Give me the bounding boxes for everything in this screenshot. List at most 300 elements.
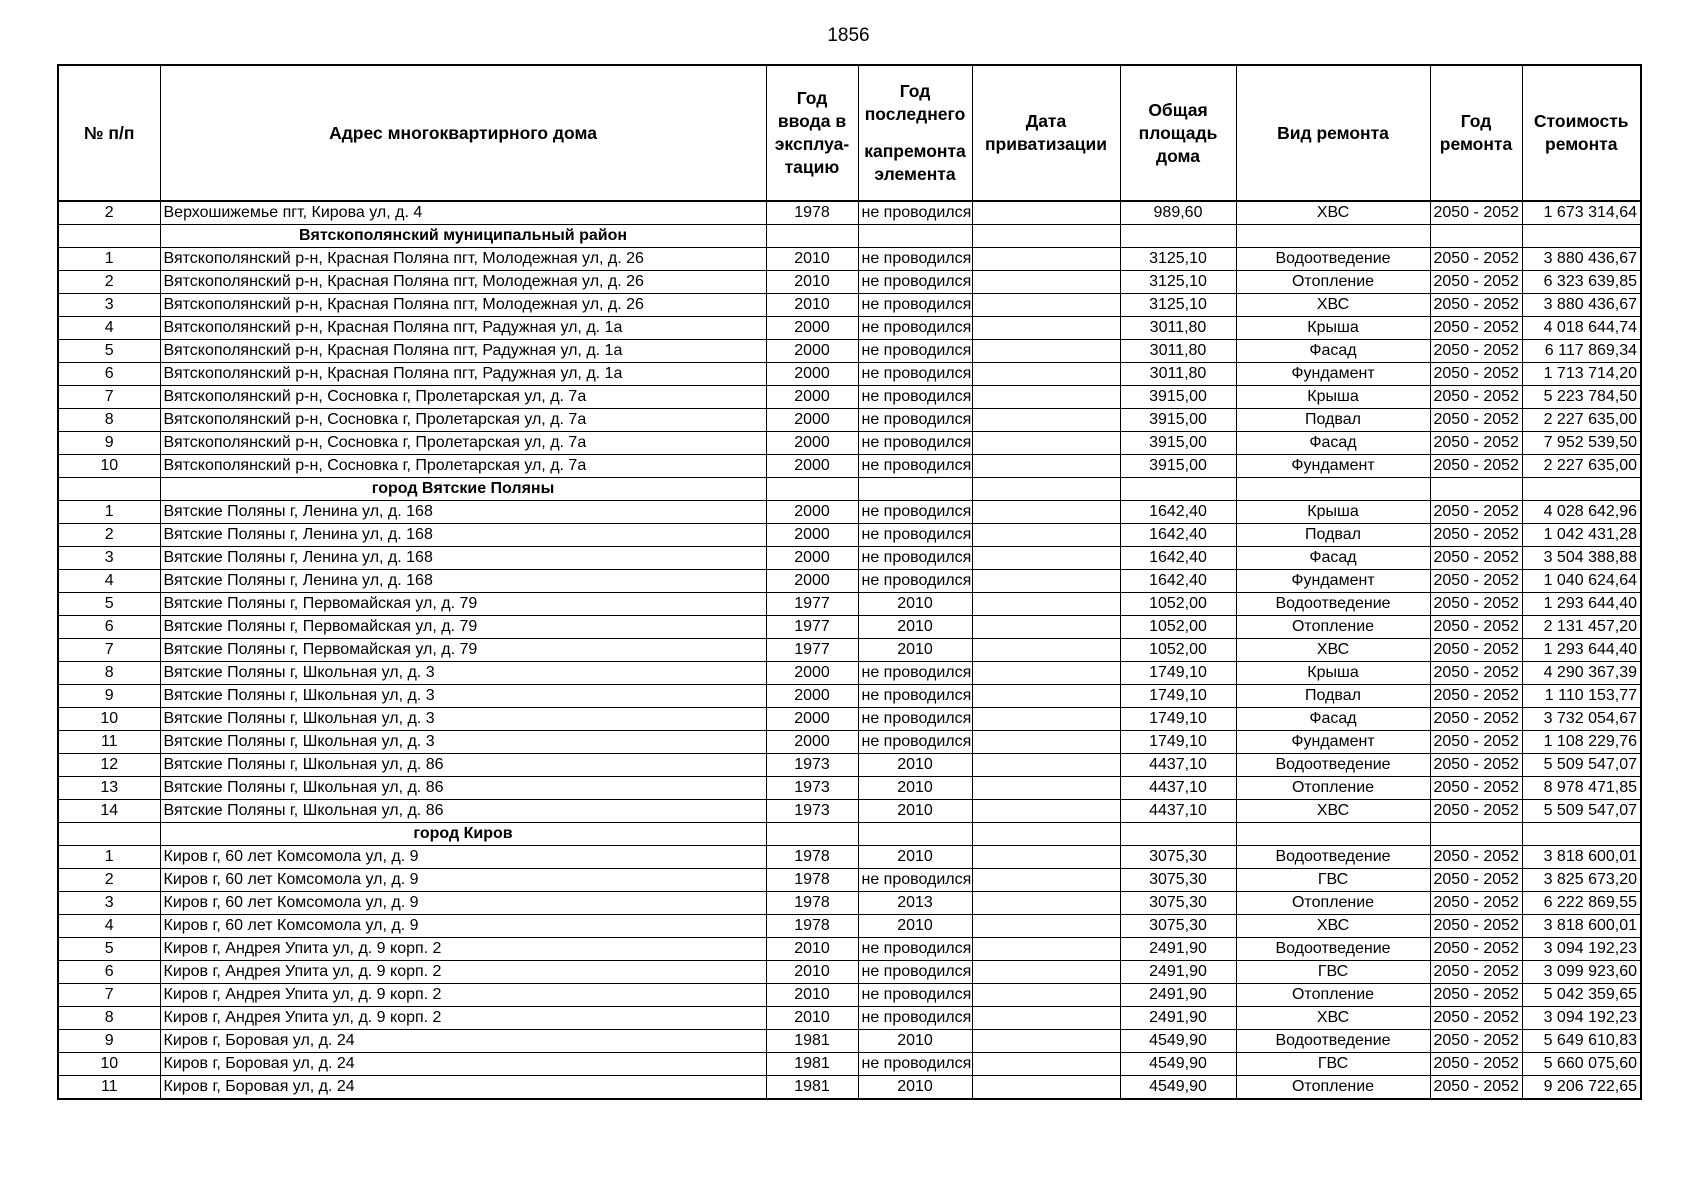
row-repair-type: Отопление xyxy=(1236,777,1430,800)
section-empty-num xyxy=(58,478,160,501)
row-privatization xyxy=(972,1007,1120,1030)
table-row xyxy=(58,294,1641,317)
row-last-repair: не проводился xyxy=(858,961,972,984)
row-area: 3075,30 xyxy=(1120,892,1236,915)
row-address: Вятскополянский р-н, Красная Поляна пгт, Молодежная ул, д. 26 xyxy=(160,248,766,271)
row-year-built: 1981 xyxy=(766,1053,858,1076)
row-cost: 3 504 388,88 xyxy=(1522,547,1641,570)
row-address: Киров г, Андрея Упита ул, д. 9 корп. 2 xyxy=(160,1007,766,1030)
row-repair-type: Водоотведение xyxy=(1236,754,1430,777)
table-row xyxy=(58,340,1641,363)
row-privatization xyxy=(972,1076,1120,1100)
table-row xyxy=(58,869,1641,892)
row-year-built: 2000 xyxy=(766,708,858,731)
row-address: Вятскополянский р-н, Сосновка г, Пролетарская ул, д. 7а xyxy=(160,386,766,409)
row-year-built: 2010 xyxy=(766,248,858,271)
section-empty xyxy=(1522,823,1641,846)
row-privatization xyxy=(972,201,1120,225)
row-repair-type: ГВС xyxy=(1236,961,1430,984)
row-cost: 5 223 784,50 xyxy=(1522,386,1641,409)
table-row xyxy=(58,777,1641,800)
row-address: Киров г, Андрея Упита ул, д. 9 корп. 2 xyxy=(160,938,766,961)
row-area: 4549,90 xyxy=(1120,1030,1236,1053)
row-last-repair: 2013 xyxy=(858,892,972,915)
row-year-built: 2000 xyxy=(766,432,858,455)
row-address: Киров г, Андрея Упита ул, д. 9 корп. 2 xyxy=(160,961,766,984)
row-year-built: 2000 xyxy=(766,570,858,593)
row-num: 4 xyxy=(58,915,160,938)
row-year-built: 1978 xyxy=(766,892,858,915)
row-area: 2491,90 xyxy=(1120,984,1236,1007)
section-empty xyxy=(972,478,1120,501)
row-repair-type: Фасад xyxy=(1236,547,1430,570)
table-row xyxy=(58,1007,1641,1030)
row-last-repair: 2010 xyxy=(858,616,972,639)
row-area: 3125,10 xyxy=(1120,294,1236,317)
row-year-built: 2010 xyxy=(766,938,858,961)
header-num: № п/п xyxy=(58,65,160,201)
row-last-repair: не проводился xyxy=(858,570,972,593)
row-repair-year: 2050 - 2052 xyxy=(1430,1076,1522,1100)
row-cost: 3 818 600,01 xyxy=(1522,846,1641,869)
row-area: 1749,10 xyxy=(1120,731,1236,754)
row-repair-year: 2050 - 2052 xyxy=(1430,570,1522,593)
row-privatization xyxy=(972,800,1120,823)
row-area: 1642,40 xyxy=(1120,501,1236,524)
table-row xyxy=(58,271,1641,294)
row-repair-type: Фасад xyxy=(1236,708,1430,731)
row-last-repair: не проводился xyxy=(858,1053,972,1076)
row-repair-type: Крыша xyxy=(1236,662,1430,685)
section-empty xyxy=(766,823,858,846)
row-repair-year: 2050 - 2052 xyxy=(1430,892,1522,915)
row-privatization xyxy=(972,915,1120,938)
table-row xyxy=(58,685,1641,708)
section-empty xyxy=(972,823,1120,846)
row-repair-year: 2050 - 2052 xyxy=(1430,432,1522,455)
row-repair-type: Водоотведение xyxy=(1236,846,1430,869)
row-area: 1642,40 xyxy=(1120,570,1236,593)
row-cost: 6 222 869,55 xyxy=(1522,892,1641,915)
row-area: 4549,90 xyxy=(1120,1053,1236,1076)
row-area: 2491,90 xyxy=(1120,961,1236,984)
row-address: Киров г, Боровая ул, д. 24 xyxy=(160,1076,766,1100)
header-cost: Стоимость ремонта xyxy=(1522,65,1641,201)
row-cost: 4 290 367,39 xyxy=(1522,662,1641,685)
row-repair-year: 2050 - 2052 xyxy=(1430,938,1522,961)
section-empty-num xyxy=(58,225,160,248)
row-address: Вятскополянский р-н, Сосновка г, Пролетарская ул, д. 7а xyxy=(160,409,766,432)
row-address: Вятскополянский р-н, Красная Поляна пгт, Молодежная ул, д. 26 xyxy=(160,271,766,294)
row-repair-type: ГВС xyxy=(1236,1053,1430,1076)
row-last-repair: 2010 xyxy=(858,754,972,777)
table-row xyxy=(58,524,1641,547)
row-num: 13 xyxy=(58,777,160,800)
row-repair-type: Водоотведение xyxy=(1236,593,1430,616)
row-address: Вятские Поляны г, Школьная ул, д. 3 xyxy=(160,731,766,754)
row-year-built: 2000 xyxy=(766,731,858,754)
row-cost: 1 042 431,28 xyxy=(1522,524,1641,547)
table-row xyxy=(58,1076,1641,1100)
row-num: 10 xyxy=(58,455,160,478)
section-empty xyxy=(1120,225,1236,248)
row-privatization xyxy=(972,777,1120,800)
row-last-repair: 2010 xyxy=(858,1076,972,1100)
row-cost: 3 094 192,23 xyxy=(1522,1007,1641,1030)
row-repair-year: 2050 - 2052 xyxy=(1430,524,1522,547)
row-privatization xyxy=(972,570,1120,593)
table-row xyxy=(58,201,1641,225)
row-num: 3 xyxy=(58,547,160,570)
section-empty xyxy=(1236,823,1430,846)
row-year-built: 2000 xyxy=(766,363,858,386)
row-num: 5 xyxy=(58,593,160,616)
row-repair-year: 2050 - 2052 xyxy=(1430,616,1522,639)
row-num: 8 xyxy=(58,662,160,685)
row-last-repair: не проводился xyxy=(858,271,972,294)
section-title: Вятскополянский муниципальный район xyxy=(160,225,766,248)
row-num: 3 xyxy=(58,294,160,317)
row-num: 10 xyxy=(58,708,160,731)
row-year-built: 2000 xyxy=(766,547,858,570)
row-last-repair: не проводился xyxy=(858,248,972,271)
row-address: Киров г, 60 лет Комсомола ул, д. 9 xyxy=(160,915,766,938)
section-empty xyxy=(1430,225,1522,248)
row-last-repair: не проводился xyxy=(858,317,972,340)
row-cost: 3 880 436,67 xyxy=(1522,248,1641,271)
header-address: Адрес многоквартирного дома xyxy=(160,65,766,201)
row-repair-year: 2050 - 2052 xyxy=(1430,201,1522,225)
row-cost: 2 227 635,00 xyxy=(1522,409,1641,432)
row-area: 3915,00 xyxy=(1120,409,1236,432)
section-empty xyxy=(766,478,858,501)
row-num: 1 xyxy=(58,501,160,524)
row-cost: 1 713 714,20 xyxy=(1522,363,1641,386)
row-last-repair: не проводился xyxy=(858,662,972,685)
row-last-repair: не проводился xyxy=(858,201,972,225)
row-last-repair: не проводился xyxy=(858,432,972,455)
row-repair-year: 2050 - 2052 xyxy=(1430,639,1522,662)
row-last-repair: не проводился xyxy=(858,1007,972,1030)
row-cost: 5 660 075,60 xyxy=(1522,1053,1641,1076)
section-empty xyxy=(1120,478,1236,501)
repair-table xyxy=(57,64,1642,1100)
row-area: 3075,30 xyxy=(1120,846,1236,869)
row-address: Вятскополянский р-н, Красная Поляна пгт, Молодежная ул, д. 26 xyxy=(160,294,766,317)
row-area: 1749,10 xyxy=(1120,685,1236,708)
section-empty xyxy=(1430,823,1522,846)
row-repair-type: Подвал xyxy=(1236,685,1430,708)
section-row xyxy=(58,823,1641,846)
row-address: Вятские Поляны г, Школьная ул, д. 3 xyxy=(160,708,766,731)
row-last-repair: не проводился xyxy=(858,547,972,570)
row-cost: 1 040 624,64 xyxy=(1522,570,1641,593)
row-num: 14 xyxy=(58,800,160,823)
row-repair-type: ХВС xyxy=(1236,1007,1430,1030)
table-row xyxy=(58,248,1641,271)
row-last-repair: не проводился xyxy=(858,869,972,892)
row-year-built: 2000 xyxy=(766,386,858,409)
row-cost: 6 323 639,85 xyxy=(1522,271,1641,294)
table-row xyxy=(58,662,1641,685)
row-cost: 3 732 054,67 xyxy=(1522,708,1641,731)
row-privatization xyxy=(972,662,1120,685)
row-area: 3011,80 xyxy=(1120,317,1236,340)
section-empty xyxy=(1522,478,1641,501)
header-last-repair xyxy=(858,65,972,201)
row-privatization xyxy=(972,1030,1120,1053)
row-year-built: 1973 xyxy=(766,754,858,777)
row-address: Киров г, Андрея Упита ул, д. 9 корп. 2 xyxy=(160,984,766,1007)
header-repair-type: Вид ремонта xyxy=(1236,65,1430,201)
row-num: 6 xyxy=(58,616,160,639)
row-last-repair: 2010 xyxy=(858,915,972,938)
row-repair-year: 2050 - 2052 xyxy=(1430,984,1522,1007)
row-area: 989,60 xyxy=(1120,201,1236,225)
row-cost: 4 018 644,74 xyxy=(1522,317,1641,340)
row-cost: 1 110 153,77 xyxy=(1522,685,1641,708)
table-row xyxy=(58,570,1641,593)
row-cost: 3 825 673,20 xyxy=(1522,869,1641,892)
row-repair-year: 2050 - 2052 xyxy=(1430,294,1522,317)
row-last-repair: не проводился xyxy=(858,708,972,731)
row-privatization xyxy=(972,501,1120,524)
row-num: 2 xyxy=(58,201,160,225)
header-last-repair-line1: Год последнего xyxy=(864,81,966,124)
row-repair-year: 2050 - 2052 xyxy=(1430,961,1522,984)
row-repair-type: Подвал xyxy=(1236,524,1430,547)
row-cost: 5 509 547,07 xyxy=(1522,754,1641,777)
row-address: Вятские Поляны г, Школьная ул, д. 86 xyxy=(160,777,766,800)
row-cost: 1 293 644,40 xyxy=(1522,639,1641,662)
section-empty xyxy=(1430,478,1522,501)
row-repair-type: Фундамент xyxy=(1236,731,1430,754)
row-num: 9 xyxy=(58,432,160,455)
row-last-repair: 2010 xyxy=(858,777,972,800)
row-repair-year: 2050 - 2052 xyxy=(1430,685,1522,708)
row-address: Киров г, 60 лет Комсомола ул, д. 9 xyxy=(160,892,766,915)
row-last-repair: 2010 xyxy=(858,846,972,869)
row-num: 9 xyxy=(58,1030,160,1053)
row-privatization xyxy=(972,524,1120,547)
table-row xyxy=(58,754,1641,777)
row-privatization xyxy=(972,1053,1120,1076)
row-num: 5 xyxy=(58,938,160,961)
header-repair-year: Год ремонта xyxy=(1430,65,1522,201)
row-area: 1052,00 xyxy=(1120,593,1236,616)
table-row xyxy=(58,1030,1641,1053)
row-area: 3915,00 xyxy=(1120,432,1236,455)
row-num: 7 xyxy=(58,639,160,662)
row-repair-year: 2050 - 2052 xyxy=(1430,869,1522,892)
row-cost: 5 509 547,07 xyxy=(1522,800,1641,823)
row-area: 2491,90 xyxy=(1120,1007,1236,1030)
row-repair-year: 2050 - 2052 xyxy=(1430,1007,1522,1030)
table-row xyxy=(58,846,1641,869)
row-area: 3011,80 xyxy=(1120,340,1236,363)
table-row xyxy=(58,616,1641,639)
row-privatization xyxy=(972,984,1120,1007)
row-privatization xyxy=(972,432,1120,455)
row-area: 3125,10 xyxy=(1120,248,1236,271)
row-repair-year: 2050 - 2052 xyxy=(1430,1053,1522,1076)
row-repair-type: ХВС xyxy=(1236,915,1430,938)
row-area: 1642,40 xyxy=(1120,524,1236,547)
row-num: 5 xyxy=(58,340,160,363)
row-last-repair: не проводился xyxy=(858,294,972,317)
row-cost: 1 293 644,40 xyxy=(1522,593,1641,616)
row-area: 3075,30 xyxy=(1120,915,1236,938)
row-num: 3 xyxy=(58,892,160,915)
row-privatization xyxy=(972,386,1120,409)
row-address: Киров г, Боровая ул, д. 24 xyxy=(160,1030,766,1053)
row-privatization xyxy=(972,616,1120,639)
table-row xyxy=(58,432,1641,455)
row-year-built: 2010 xyxy=(766,984,858,1007)
row-num: 7 xyxy=(58,386,160,409)
table-row xyxy=(58,501,1641,524)
row-address: Вятские Поляны г, Школьная ул, д. 3 xyxy=(160,685,766,708)
table-row xyxy=(58,409,1641,432)
row-year-built: 1978 xyxy=(766,915,858,938)
table-row xyxy=(58,1053,1641,1076)
table-row xyxy=(58,639,1641,662)
row-num: 2 xyxy=(58,869,160,892)
row-address: Вятскополянский р-н, Сосновка г, Пролетарская ул, д. 7а xyxy=(160,432,766,455)
row-year-built: 1977 xyxy=(766,593,858,616)
row-area: 3915,00 xyxy=(1120,455,1236,478)
row-cost: 2 227 635,00 xyxy=(1522,455,1641,478)
row-last-repair: не проводился xyxy=(858,524,972,547)
section-row xyxy=(58,225,1641,248)
table-row xyxy=(58,915,1641,938)
row-year-built: 1973 xyxy=(766,777,858,800)
table-row xyxy=(58,731,1641,754)
row-year-built: 1973 xyxy=(766,800,858,823)
row-num: 11 xyxy=(58,731,160,754)
section-empty xyxy=(766,225,858,248)
header-last-repair-line2: капремонта элемента xyxy=(864,141,966,184)
row-last-repair: не проводился xyxy=(858,340,972,363)
row-area: 1052,00 xyxy=(1120,639,1236,662)
row-repair-year: 2050 - 2052 xyxy=(1430,501,1522,524)
row-privatization xyxy=(972,938,1120,961)
row-repair-type: ГВС xyxy=(1236,869,1430,892)
row-privatization xyxy=(972,593,1120,616)
row-repair-type: Отопление xyxy=(1236,271,1430,294)
row-privatization xyxy=(972,317,1120,340)
row-cost: 3 099 923,60 xyxy=(1522,961,1641,984)
row-last-repair: 2010 xyxy=(858,800,972,823)
row-cost: 5 042 359,65 xyxy=(1522,984,1641,1007)
row-num: 2 xyxy=(58,271,160,294)
row-area: 3915,00 xyxy=(1120,386,1236,409)
row-address: Вятские Поляны г, Школьная ул, д. 86 xyxy=(160,754,766,777)
row-repair-year: 2050 - 2052 xyxy=(1430,271,1522,294)
row-area: 3011,80 xyxy=(1120,363,1236,386)
row-privatization xyxy=(972,892,1120,915)
row-last-repair: не проводился xyxy=(858,984,972,1007)
row-repair-type: Фундамент xyxy=(1236,455,1430,478)
row-repair-type: ХВС xyxy=(1236,201,1430,225)
row-privatization xyxy=(972,639,1120,662)
row-cost: 2 131 457,20 xyxy=(1522,616,1641,639)
row-address: Вятскополянский р-н, Сосновка г, Пролетарская ул, д. 7а xyxy=(160,455,766,478)
table-row xyxy=(58,593,1641,616)
table-row xyxy=(58,892,1641,915)
row-repair-year: 2050 - 2052 xyxy=(1430,754,1522,777)
row-address: Вятские Поляны г, Ленина ул, д. 168 xyxy=(160,524,766,547)
row-address: Вятскополянский р-н, Красная Поляна пгт, Радужная ул, д. 1а xyxy=(160,363,766,386)
row-repair-type: Отопление xyxy=(1236,616,1430,639)
row-area: 4437,10 xyxy=(1120,754,1236,777)
row-privatization xyxy=(972,547,1120,570)
row-num: 2 xyxy=(58,524,160,547)
row-address: Вятские Поляны г, Ленина ул, д. 168 xyxy=(160,547,766,570)
table-header xyxy=(58,65,1641,201)
row-privatization xyxy=(972,340,1120,363)
row-num: 8 xyxy=(58,1007,160,1030)
row-privatization xyxy=(972,363,1120,386)
table-row xyxy=(58,363,1641,386)
row-repair-year: 2050 - 2052 xyxy=(1430,731,1522,754)
row-cost: 4 028 642,96 xyxy=(1522,501,1641,524)
row-cost: 3 818 600,01 xyxy=(1522,915,1641,938)
row-repair-type: Отопление xyxy=(1236,984,1430,1007)
row-privatization xyxy=(972,754,1120,777)
row-repair-type: Фундамент xyxy=(1236,363,1430,386)
section-title: город Вятские Поляны xyxy=(160,478,766,501)
row-cost: 3 880 436,67 xyxy=(1522,294,1641,317)
row-repair-year: 2050 - 2052 xyxy=(1430,708,1522,731)
row-year-built: 1978 xyxy=(766,846,858,869)
row-last-repair: не проводился xyxy=(858,409,972,432)
row-year-built: 2000 xyxy=(766,317,858,340)
row-num: 9 xyxy=(58,685,160,708)
row-repair-year: 2050 - 2052 xyxy=(1430,409,1522,432)
row-repair-year: 2050 - 2052 xyxy=(1430,455,1522,478)
row-repair-type: Крыша xyxy=(1236,317,1430,340)
row-privatization xyxy=(972,731,1120,754)
row-last-repair: 2010 xyxy=(858,593,972,616)
row-address: Вятскополянский р-н, Красная Поляна пгт, Радужная ул, д. 1а xyxy=(160,317,766,340)
row-repair-year: 2050 - 2052 xyxy=(1430,547,1522,570)
row-cost: 3 094 192,23 xyxy=(1522,938,1641,961)
row-area: 1749,10 xyxy=(1120,708,1236,731)
row-num: 1 xyxy=(58,248,160,271)
row-last-repair: не проводился xyxy=(858,455,972,478)
row-last-repair: не проводился xyxy=(858,938,972,961)
table-row xyxy=(58,455,1641,478)
row-repair-type: Водоотведение xyxy=(1236,1030,1430,1053)
row-last-repair: не проводился xyxy=(858,386,972,409)
section-empty xyxy=(858,225,972,248)
row-address: Верхошижемье пгт, Кирова ул, д. 4 xyxy=(160,201,766,225)
row-num: 11 xyxy=(58,1076,160,1100)
section-title: город Киров xyxy=(160,823,766,846)
table-body xyxy=(58,201,1641,1099)
row-cost: 7 952 539,50 xyxy=(1522,432,1641,455)
row-repair-year: 2050 - 2052 xyxy=(1430,1030,1522,1053)
row-privatization xyxy=(972,846,1120,869)
row-repair-type: Отопление xyxy=(1236,892,1430,915)
row-repair-year: 2050 - 2052 xyxy=(1430,363,1522,386)
row-area: 1749,10 xyxy=(1120,662,1236,685)
row-repair-year: 2050 - 2052 xyxy=(1430,800,1522,823)
row-privatization xyxy=(972,248,1120,271)
row-last-repair: не проводился xyxy=(858,731,972,754)
header-year-built: Год ввода в эксплуа-тацию xyxy=(766,65,858,201)
